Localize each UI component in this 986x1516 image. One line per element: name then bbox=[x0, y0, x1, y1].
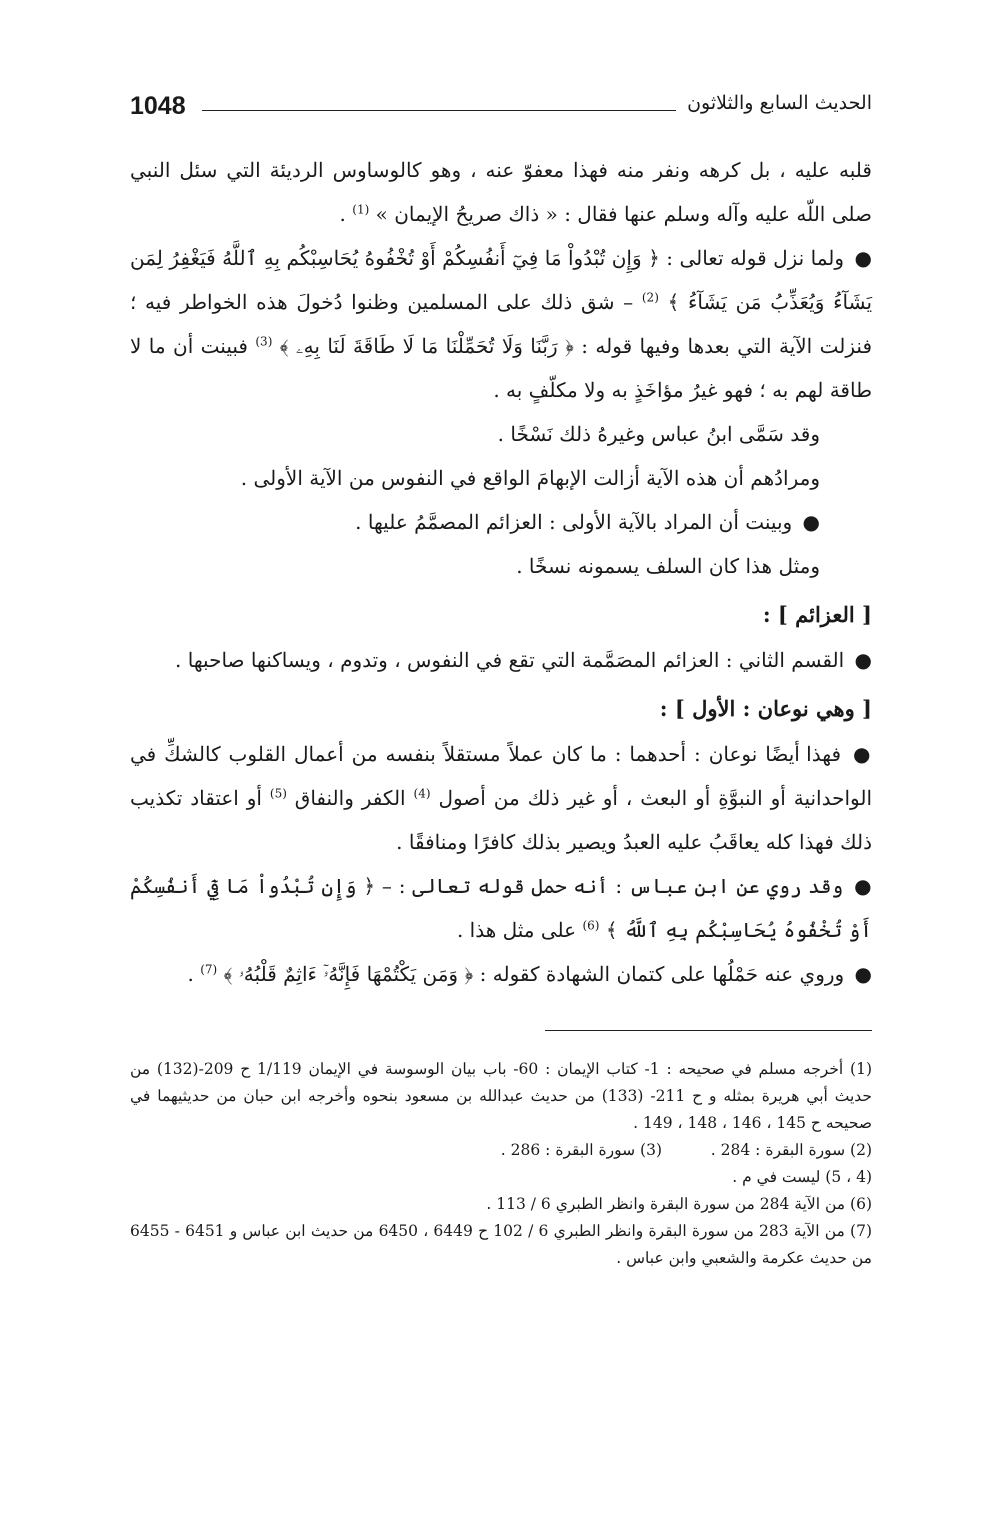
paragraph-9: ● وقد روي عن ابن عباس : أنه حمل قوله تعالى : – ﴿ وَإِن تُبْدُواْ مَا فِيٓ أَنفُسِكُمْ أَوْ تُخْفُوهُ يُحَاسِبْكُم بِهِ ٱللَّهُ ﴾ $^{(6)}$ على مثل هذا . bbox=[130, 874, 872, 942]
footnote-pair-2-3 bbox=[130, 1137, 872, 1164]
footnote-6: (6) من الآية 284 من سورة البقرة وانظر الطبري 6 / 113 . bbox=[486, 1195, 872, 1213]
section-heading-azaim: [ العزائم ] : bbox=[762, 602, 872, 627]
bullet-icon: ● bbox=[854, 874, 872, 898]
paragraph-7: ● القسم الثاني : العزائم المصَمَّمة التي تقع في النفوس ، وتدوم ، ويساكنها صاحبها . bbox=[175, 648, 872, 672]
paragraph-5: ● وبينت أن المراد بالآية الأولى : العزائم المصمَّمُ عليها . bbox=[355, 510, 820, 534]
footnote-3: (3) سورة البقرة : 286 . bbox=[500, 1141, 662, 1159]
paragraph-8: ● فهذا أيضًا نوعان : أحدهما : ما كان عملاً مستقلاً بنفسه من أعمال القلوب كالشكِّ في الواحدانية أو النبوَّةِ أو البعث ، أو غير ذلك من أصول $^{(4)}$ الكفر والنفاق $^{(5)}$ أو اعتقاد تكذيب ذلك فهذا كله يعاقَبُ عليه العبدُ ويصير بذلك كافرًا ومنافقًا . bbox=[130, 742, 873, 854]
paragraph-1: قلبه عليه ، بل كرهه ونفر منه فهذا معفوّ عنه ، وهو كالوساوس الرديئة التي سئل النبي صلى اللّه عليه وآله وسلم عنها فقال : « ذاك صريحُ الإيمان » $^{(1)}$ . bbox=[130, 158, 872, 226]
footnotes bbox=[130, 1056, 872, 1272]
paragraph-10: ● وروي عنه حَمْلُها على كتمان الشهادة كقوله : ﴿ وَمَن يَكْتُمْهَا فَإِنَّهُۥٓ ءَاثِمٌ قَلْبُهُۥ ﴾ $^{(7)}$ . bbox=[187, 962, 872, 986]
main-text bbox=[130, 148, 872, 996]
footnote-ref: (2) bbox=[641, 290, 659, 305]
footnote-ref: (5) bbox=[269, 786, 287, 801]
section-heading-first-type: [ وهي نوعان : الأول ] : bbox=[659, 696, 872, 721]
bullet-icon: ● bbox=[852, 742, 873, 766]
footnote-separator bbox=[545, 1030, 872, 1031]
header-rule bbox=[202, 110, 676, 111]
paragraph-2: ● ولما نزل قوله تعالى : ﴿ وَإِن تُبْدُواْ مَا فِيٓ أَنفُسِكُمْ أَوْ تُخْفُوهُ يُحَاسِبْكُم بِهِ ٱللَّهُ فَيَغْفِرُ لِمَن يَشَآءُ وَيُعَذِّبُ مَن يَشَآءُ ﴾ $^{(2)}$ – شق ذلك على المسلمين وظنوا دُخولَ هذه الخواطر فيه ؛ فنزلت الآية التي بعدها وفيها قوله : ﴿ رَبَّنَا وَلَا تُحَمِّلْنَا مَا لَا طَاقَةَ لَنَا بِهِۦ ﴾ $^{(3)}$ فبينت أن ما لا طاقة لهم به ؛ فهو غيرُ مؤاخَذٍ به ولا مكلّفٍ به . bbox=[130, 246, 873, 402]
running-title: الحديث السابع والثلاثون bbox=[687, 92, 872, 114]
footnote-ref: (6) bbox=[582, 918, 600, 933]
bullet-icon: ● bbox=[854, 246, 873, 270]
page-header bbox=[130, 92, 872, 128]
paragraph-6: ومثل هذا كان السلف يسمونه نسخًا . bbox=[516, 554, 820, 578]
page-number: 1048 bbox=[130, 92, 186, 120]
bullet-icon: ● bbox=[854, 648, 872, 672]
footnote-7: (7) من الآية 283 من سورة البقرة وانظر الطبري 6 / 102 ح 6449 ، 6450 من حديث ابن عباس و 6451 - 6455 من حديث عكرمة والشعبي وابن عباس . bbox=[130, 1222, 873, 1267]
footnote-1: (1) أخرجه مسلم في صحيحه : 1- كتاب الإيمان : 60- باب بيان الوسوسة في الإيمان 1/119 ح 209-(132) من حديث أبي هريرة بمثله و ح 211- (133) من حديث عبدالله بن مسعود بنحوه وأخرجه ابن حبان من حديثيهما في صحيحه ح 145 ، 146 ، 148 ، 149 . bbox=[130, 1060, 873, 1132]
paragraph-4: ومرادُهم أن هذه الآية أزالت الإبهامَ الواقع في النفوس من الآية الأولى . bbox=[240, 466, 820, 490]
bullet-icon: ● bbox=[802, 510, 820, 534]
footnote-ref: (1) bbox=[352, 202, 370, 217]
footnote-ref: (7) bbox=[200, 962, 218, 977]
footnote-ref: (3) bbox=[255, 334, 273, 349]
footnote-ref: (4) bbox=[413, 786, 431, 801]
footnote-4-5: (4 ، 5) ليست في م . bbox=[732, 1168, 872, 1186]
bullet-icon: ● bbox=[854, 962, 872, 986]
footnote-2: (2) سورة البقرة : 284 . bbox=[710, 1141, 872, 1159]
paragraph-3: وقد سَمَّى ابنُ عباس وغيرهُ ذلك نَسْخًا . bbox=[497, 422, 820, 446]
